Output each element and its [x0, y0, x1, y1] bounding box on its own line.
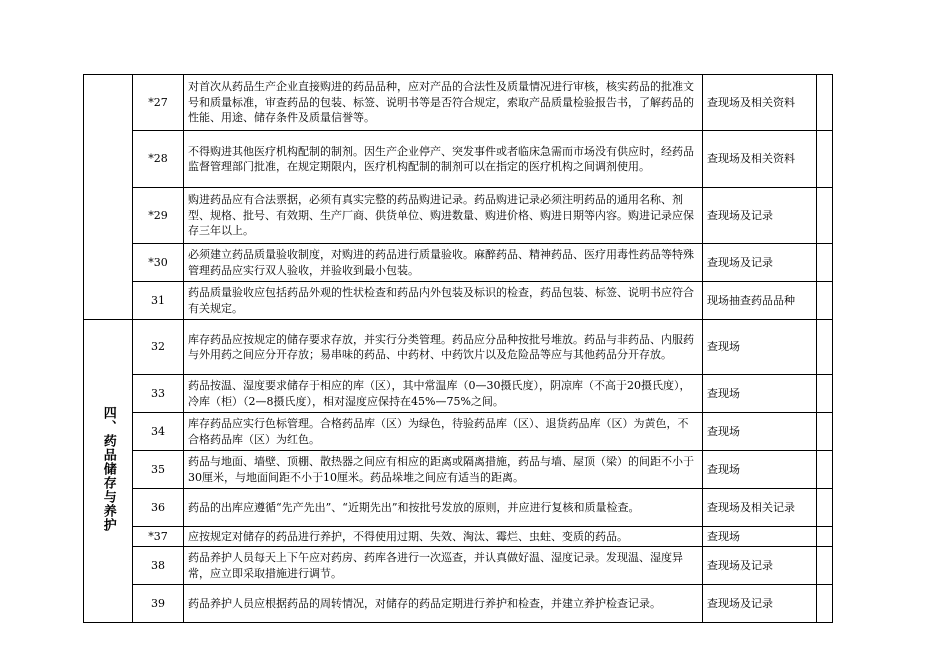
inspection-method: 查现场及相关资料	[703, 131, 817, 188]
item-requirement: 购进药品应有合法票据，必须有真实完整的药品购进记录。药品购进记录必须注明药品的通用名称、剂型、规格、批号、有效期、生产厂商、供货单位、购进数量、购进价格、购进日期等内容。购进记录应保存三年以上。	[184, 188, 703, 244]
table-row	[84, 585, 833, 623]
section-label: 四、药品储存与养护	[100, 405, 116, 532]
score-cell	[817, 188, 833, 244]
score-cell	[817, 320, 833, 375]
item-requirement: 应按规定对储存的药品进行养护，不得使用过期、失效、淘汰、霉烂、虫蛀、变质的药品。	[184, 527, 703, 547]
item-requirement: 药品的出库应遵循“先产先出”、“近期先出”和按批号发放的原则，并应进行复核和质量检查。	[184, 489, 703, 527]
inspection-method: 查现场及相关资料	[703, 75, 817, 131]
table-row	[84, 75, 833, 131]
inspection-method: 查现场	[703, 375, 817, 413]
item-number: *29	[133, 188, 184, 244]
item-requirement: 药品养护人员应根据药品的周转情况，对储存的药品定期进行养护和检查，并建立养护检查记录。	[184, 585, 703, 623]
inspection-method: 查现场	[703, 320, 817, 375]
inspection-method: 查现场及记录	[703, 188, 817, 244]
item-requirement: 药品按温、湿度要求储存于相应的库（区），其中常温库（0—30摄氏度），阴凉库（不高于20摄氏度），冷库（柜）（2—8摄氏度），相对湿度应保持在45%—75%之间。	[184, 375, 703, 413]
inspection-method: 查现场	[703, 527, 817, 547]
item-number: 35	[133, 451, 184, 489]
score-cell	[817, 585, 833, 623]
table-row	[84, 489, 833, 527]
table-row	[84, 527, 833, 547]
table-row	[84, 547, 833, 585]
item-requirement: 药品养护人员每天上下午应对药房、药库各进行一次巡查，并认真做好温、湿度记录。发现温、湿度异常，应立即采取措施进行调节。	[184, 547, 703, 585]
table-row	[84, 282, 833, 320]
item-number: 34	[133, 413, 184, 451]
item-number: *27	[133, 75, 184, 131]
score-cell	[817, 547, 833, 585]
score-cell	[817, 451, 833, 489]
score-cell	[817, 282, 833, 320]
inspection-method: 查现场及记录	[703, 547, 817, 585]
score-cell	[817, 375, 833, 413]
item-number: 38	[133, 547, 184, 585]
table-row	[84, 451, 833, 489]
item-requirement: 库存药品应按规定的储存要求存放，并实行分类管理。药品应分品种按批号堆放。药品与非药品、内服药与外用药之间应分开存放；易串味的药品、中药材、中药饮片以及危险品等应与其他药品分开存放。	[184, 320, 703, 375]
table-row	[84, 413, 833, 451]
inspection-method: 查现场	[703, 451, 817, 489]
item-requirement: 药品与地面、墙壁、顶棚、散热器之间应有相应的距离或隔离措施，药品与墙、屋顶（梁）的间距不小于30厘米，与地面间距不小于10厘米。药品垛堆之间应有适当的距离。	[184, 451, 703, 489]
item-number: 33	[133, 375, 184, 413]
inspection-method: 查现场及相关记录	[703, 489, 817, 527]
inspection-method: 现场抽查药品品种	[703, 282, 817, 320]
score-cell	[817, 75, 833, 131]
inspection-table	[83, 74, 833, 623]
table-row	[84, 188, 833, 244]
item-number: *28	[133, 131, 184, 188]
table-row	[84, 244, 833, 282]
item-requirement: 药品质量验收应包括药品外观的性状检查和药品内外包装及标识的检查，药品包装、标签、说明书应符合有关规定。	[184, 282, 703, 320]
item-number: *30	[133, 244, 184, 282]
section-cell	[84, 320, 133, 623]
inspection-method: 查现场及记录	[703, 585, 817, 623]
item-number: 32	[133, 320, 184, 375]
table-row	[84, 375, 833, 413]
item-number: 39	[133, 585, 184, 623]
item-number: 31	[133, 282, 184, 320]
table-row	[84, 131, 833, 188]
score-cell	[817, 527, 833, 547]
table-row	[84, 320, 833, 375]
item-number: *37	[133, 527, 184, 547]
item-requirement: 不得购进其他医疗机构配制的制剂。因生产企业停产、突发事件或者临床急需而市场没有供应时，经药品监督管理部门批准，在规定期限内，医疗机构配制的制剂可以在指定的医疗机构之间调剂使用。	[184, 131, 703, 188]
score-cell	[817, 489, 833, 527]
item-requirement: 对首次从药品生产企业直接购进的药品品种，应对产品的合法性及质量情况进行审核，核实药品的批准文号和质量标准，审查药品的包装、标签、说明书等是否符合规定，索取产品质量检验报告书，了解药品的性能、用途、储存条件及质量信誉等。	[184, 75, 703, 131]
inspection-method: 查现场	[703, 413, 817, 451]
section-cell	[84, 75, 133, 320]
inspection-method: 查现场及记录	[703, 244, 817, 282]
item-number: 36	[133, 489, 184, 527]
score-cell	[817, 244, 833, 282]
item-requirement: 必须建立药品质量验收制度，对购进的药品进行质量验收。麻醉药品、精神药品、医疗用毒性药品等特殊管理药品应实行双人验收，并验收到最小包装。	[184, 244, 703, 282]
score-cell	[817, 131, 833, 188]
item-requirement: 库存药品应实行色标管理。合格药品库（区）为绿色，待验药品库（区）、退货药品库（区）为黄色，不合格药品库（区）为红色。	[184, 413, 703, 451]
score-cell	[817, 413, 833, 451]
